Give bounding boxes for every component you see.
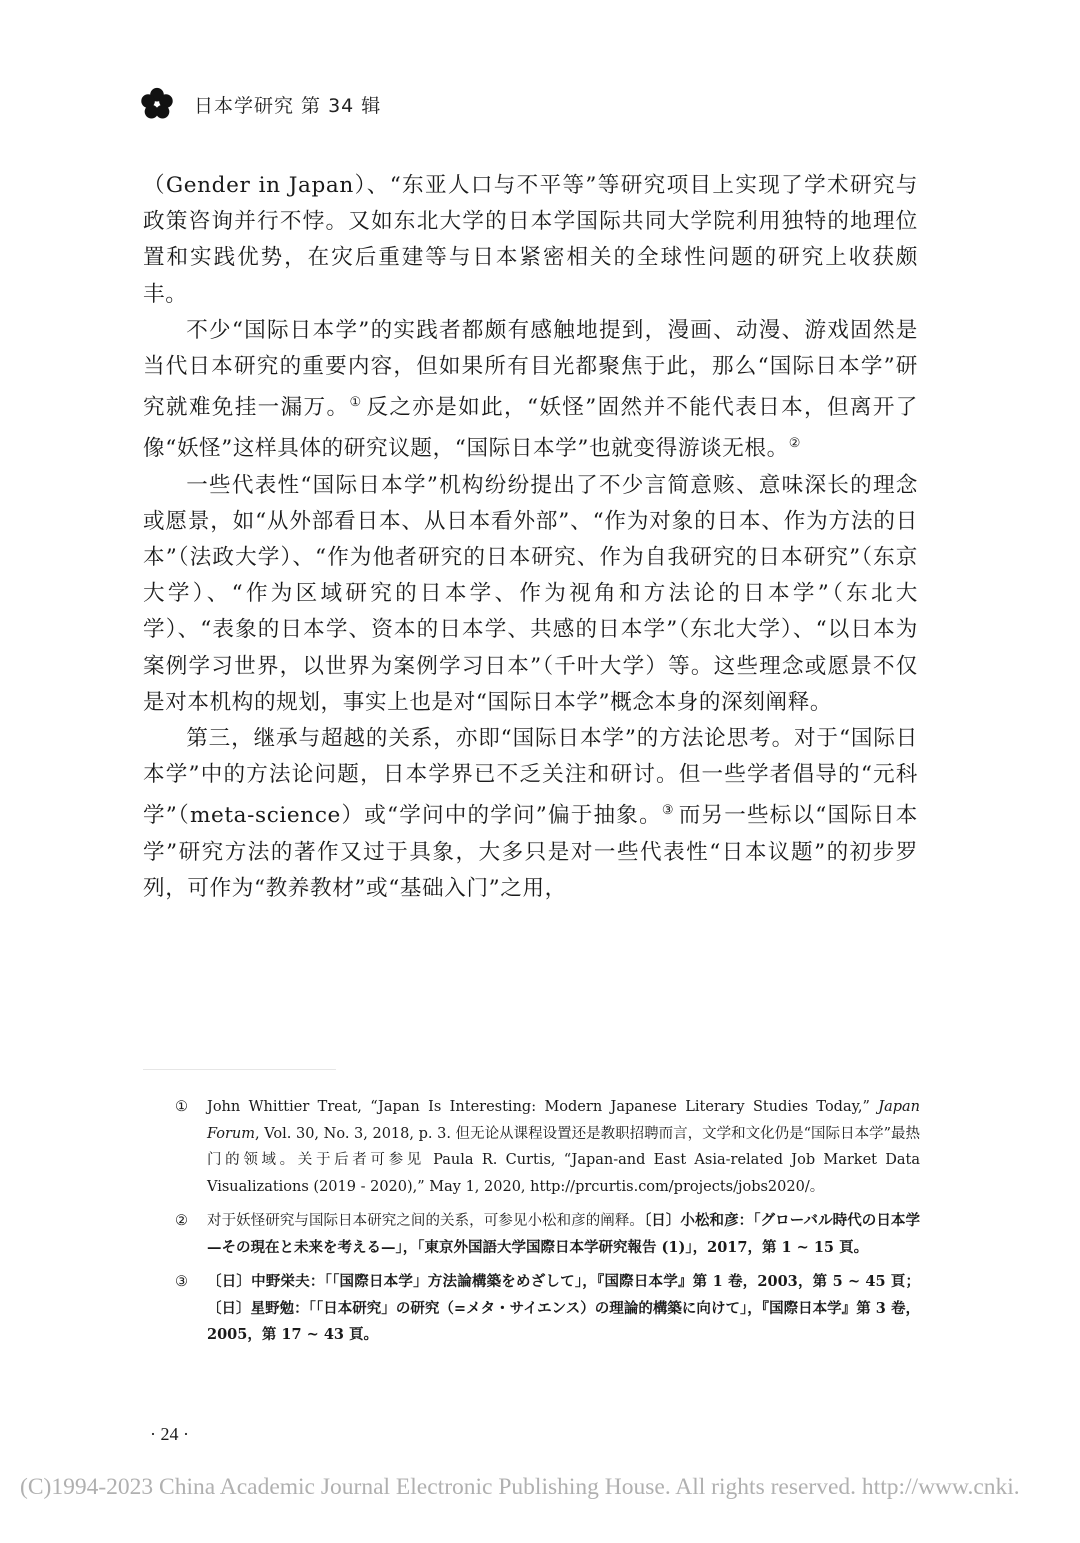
plum-blossom-icon [140,87,174,121]
footnote-ref[interactable]: ② [788,436,802,452]
footnote: ③ 〔日〕中野栄夫：「「国際日本学」方法論構築をめざして」，『国際日本学』第 1 卷，2003，第 5 ~ 45 頁；〔日〕星野勉：「「日本研究」の研究（=メタ・サイエンス）の理論的構築に向けて」，『国際日本学』第 3 卷，2005，第 17 ~ 43 頁。 [175,1269,920,1349]
paragraph: 一些代表性“国际日本学”机构纷纷提出了不少言简意赅、意味深长的理念或愿景，如“从外部看日本、从日本看外部”、“作为对象的日本、作为方法的日本”（法政大学）、“作为他者研究的日本研究、作为自我研究的日本研究”（东京大学）、“作为区域研究的日本学、作为视角和方法论的日本学”（东北大学）、“表象的日本学、资本的日本学、共感的日本学”（东北大学）、“以日本为案例学习世界，以世界为案例学习日本”（千叶大学）等。这些理念或愿景不仅是对本机构的规划，事实上也是对“国际日本学”概念本身的深刻阐释。 [143,472,918,715]
page-number: · 24 · [150,1424,189,1444]
paragraph: （Gender in Japan）、“东亚人口与不平等”等研究项目上实现了学术研究与政策咨询并行不悖。又如东北大学的日本学国际共同大学院利用独特的地理位置和实践优势，在灾后重建等与日本紧密相关的全球性问题的研究上收获颇丰。 [143,173,918,307]
footnote: ① John Whittier Treat, “Japan Is Interesting: Modern Japanese Literary Studies Today,” Japan Forum, Vol. 30, No. 3, 2018, p. 3. 但无论从课程设置还是教职招聘而言，文学和文化仍是“国际日本学”最热门的领域。关于后者可参见 Paula R. Curtis, “Japan-and East Asia-related Job Market Data Visualizations (2019 - 2020),” May 1, 2020, http://prcurtis.com/projects/jobs2020/。 [175,1094,920,1200]
paragraph: 不少“国际日本学”的实践者都颇有感触地提到，漫画、动漫、游戏固然是当代日本研究的重要内容，但如果所有目光都聚焦于此，那么“国际日本学”研究就难免挂一漏万。① 反之亦是如此，“妖怪”固然并不能代表日本，但离开了像“妖怪”这样具体的研究议题，“国际日本学”也就变得游谈无根。② [143,317,918,462]
paragraph: 第三，继承与超越的关系，亦即“国际日本学”的方法论思考。对于“国际日本学”中的方法论问题，日本学界已不乏关注和研讨。但一些学者倡导的“元科学”（meta-science）或“学问中的学问”偏于抽象。③ 而另一些标以“国际日本学”研究方法的著作又过于具象，大多只是对一些代表性“日本议题”的初步罗列，可作为“教养教材”或“基础入门”之用， [143,726,918,901]
footnote-ref[interactable]: ③ [661,803,675,819]
footnotes [175,1094,920,1357]
running-header [140,84,381,124]
footnote-number: ① [175,1099,188,1115]
footnote-divider [143,1069,336,1070]
footnote: ② 对于妖怪研究与国际日本研究之间的关系，可参见小松和彦的阐释。〔日〕小松和彦：「グローバル時代の日本学—その現在と未来を考える—」，「東京外国語大学国際日本学研究報告 (1)」，2017，第 1 ~ 15 頁。 [175,1208,920,1261]
footnote-ref[interactable]: ① [349,395,363,411]
footnote-number: ③ [175,1274,188,1290]
footnote-number: ② [175,1213,188,1229]
main-body [143,168,918,907]
journal-title: 日本学研究 第 34 辑 [194,94,382,117]
copyright-watermark: (C)1994-2023 China Academic Journal Electronic Publishing House. All rights reserved. http://www.cnki. [20,1474,1020,1500]
